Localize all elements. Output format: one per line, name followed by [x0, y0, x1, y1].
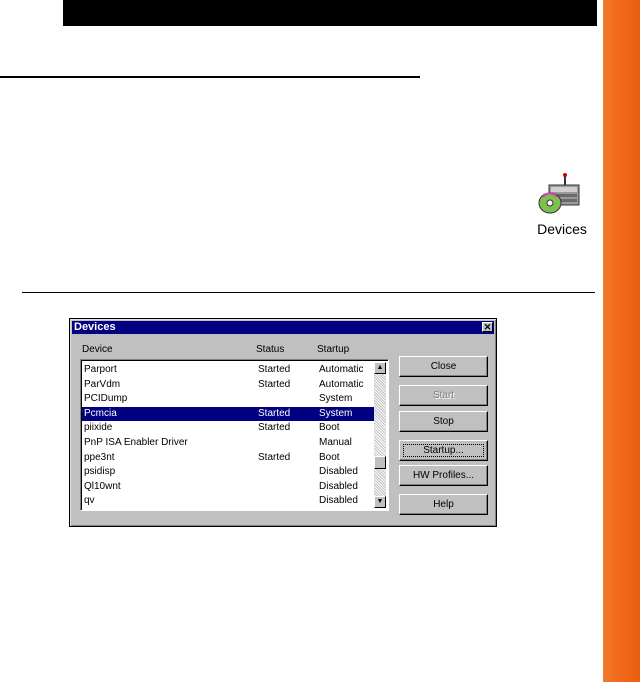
device-name: Ql10wnt	[84, 480, 121, 492]
section-rule	[0, 76, 420, 78]
device-name: PCIDump	[84, 393, 128, 405]
device-row[interactable]	[82, 378, 377, 393]
column-header-device: Device	[82, 344, 113, 355]
device-startup: Automatic	[319, 378, 364, 390]
devices-icon	[537, 173, 587, 219]
close-icon[interactable]: ✕	[483, 322, 492, 332]
scroll-up-icon[interactable]: ▲	[374, 362, 386, 374]
device-row[interactable]	[82, 363, 377, 378]
device-startup: System	[319, 393, 353, 405]
device-row[interactable]	[82, 421, 377, 436]
start-button[interactable]: Start	[399, 385, 488, 406]
device-name: psidisp	[84, 466, 116, 478]
device-startup: Automatic	[319, 364, 364, 375]
close-button[interactable]: Close	[399, 356, 488, 377]
scroll-thumb[interactable]	[374, 456, 386, 469]
device-startup: Boot	[319, 422, 340, 434]
device-startup: Disabled	[319, 495, 358, 507]
device-list-rows	[82, 363, 377, 509]
device-row[interactable]	[82, 494, 377, 509]
device-row[interactable]	[82, 451, 377, 466]
startup-button[interactable]: Startup...	[399, 440, 488, 461]
page-edge-tab	[603, 0, 640, 682]
column-header-status: Status	[256, 344, 285, 355]
stop-button[interactable]: Stop	[399, 411, 488, 432]
device-name: ppe3nt	[84, 451, 115, 463]
devices-icon-label: Devices	[537, 221, 587, 237]
device-status: Started	[258, 407, 291, 419]
device-startup: System	[319, 407, 353, 419]
device-status: Started	[258, 378, 291, 390]
device-row[interactable]	[82, 407, 377, 422]
device-name: Parport	[84, 364, 117, 375]
help-button[interactable]: Help	[399, 494, 488, 515]
section-rule-lower	[22, 292, 595, 293]
device-name: piixide	[84, 422, 113, 434]
device-list-scrollbar[interactable]	[374, 362, 386, 508]
device-startup: Disabled	[319, 480, 358, 492]
device-name: Pcmcia	[84, 407, 117, 419]
device-startup: Boot	[319, 451, 340, 463]
device-list[interactable]	[80, 359, 389, 511]
device-status: Started	[258, 422, 291, 434]
column-header-startup: Startup	[317, 344, 350, 355]
dialog-titlebar[interactable]	[72, 321, 494, 334]
device-status: Started	[258, 451, 291, 463]
device-startup: Disabled	[319, 466, 358, 478]
dialog-title: Devices	[74, 321, 116, 333]
devices-dialog	[69, 318, 497, 527]
device-name: ParVdm	[84, 378, 121, 390]
device-row[interactable]	[82, 480, 377, 495]
device-name: qv	[84, 495, 95, 507]
device-row[interactable]	[82, 392, 377, 407]
device-name: PnP ISA Enabler Driver	[84, 436, 188, 448]
scroll-down-icon[interactable]: ▼	[374, 496, 386, 508]
device-startup: Manual	[319, 436, 352, 448]
device-row[interactable]	[82, 465, 377, 480]
top-black-bar	[63, 0, 597, 26]
device-row[interactable]	[82, 436, 377, 451]
device-status: Started	[258, 364, 291, 375]
hw-profiles-button[interactable]: HW Profiles...	[399, 465, 488, 486]
